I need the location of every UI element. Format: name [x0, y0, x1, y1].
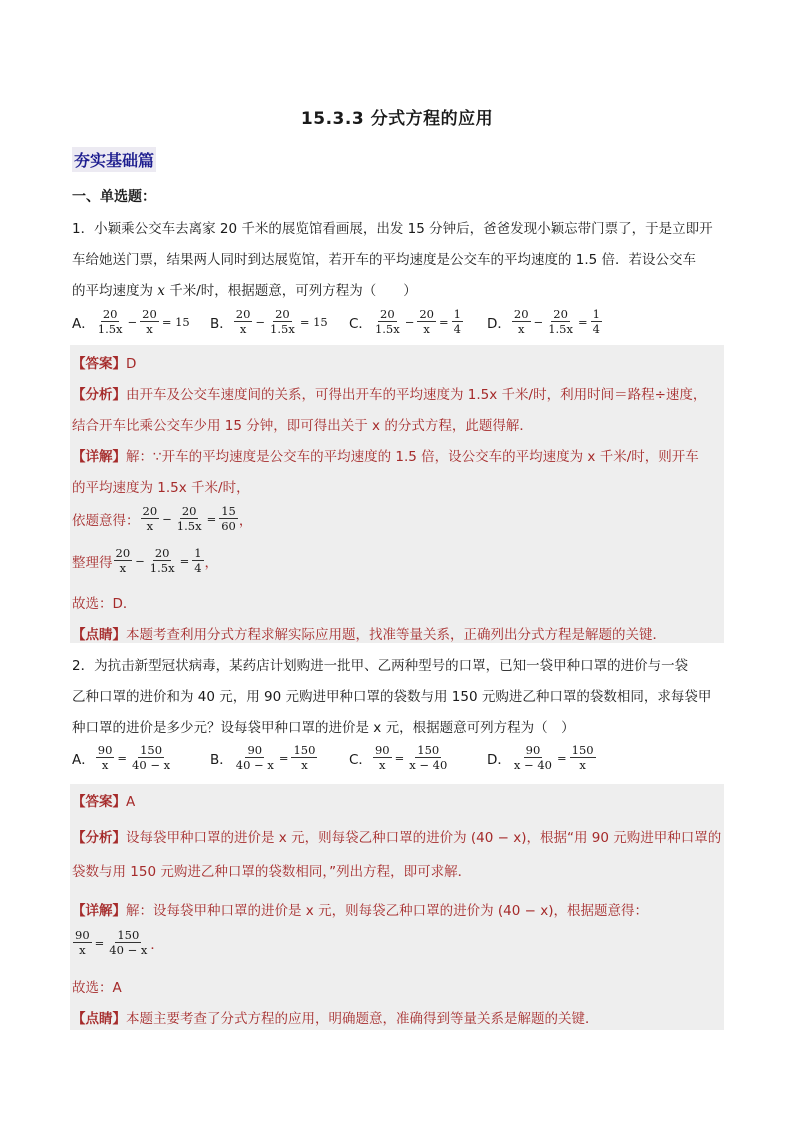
q2-choose: 故选：A: [72, 980, 122, 996]
q1-detail-line-2: 的平均速度为 1.5x 千米/时，: [72, 480, 250, 496]
q2-analysis-line-2: 袋数与用 150 元购进乙种口罩的袋数相同，”列出方程，即可求解．: [72, 864, 472, 880]
q1-step-1: 依题意得： $\frac{20}{x}$ − $\frac{20}{1.5x}$ = $\frac{15}{60}$ ，: [72, 504, 253, 533]
q1-analysis-line-2: 结合开车比乘公交车少用 15 分钟，即可得出关于 x 的分式方程，此题得解．: [72, 418, 533, 434]
q1-stem-line-1: 1．小颖乘公交车去离家 20 千米的展览馆看画展，出发 15 分钟后，爸爸发现小颖忘带门票了，于是立即开: [72, 221, 713, 237]
q2-stem-line-1: 2．为抗击新型冠状病毒，某药店计划购进一批甲、乙两种型号的口罩，已知一袋甲种口罩的进价与一袋: [72, 658, 689, 674]
q1-step-2: 整理得 $\frac{20}{x}$ − $\frac{20}{1.5x}$ = $\frac{1}{4}$ ，: [72, 546, 219, 575]
q2-comment: 【点睛】本题主要考查了分式方程的应用，明确题意，准确得到等量关系是解题的关键．: [72, 1011, 599, 1027]
q1-option-c: C． $\frac{20}{1.5x}$ − $\frac{20}{x}$ = $\frac{1}{4}$: [349, 307, 461, 336]
q1-stem-line-2: 车给她送门票，结果两人同时到达展览馆，若开车的平均速度是公交车的平均速度的 1.5 倍．若设公交车: [72, 252, 697, 268]
q2-detail-line-1: 【详解】解：设每袋甲种口罩的进价是 x 元，则每袋乙种口罩的进价为 (40 − x)，根据题意得：: [72, 903, 648, 919]
q2-equation: $\frac{90}{x}$ = $\frac{150}{40 - x}$ ．: [75, 928, 164, 957]
q2-stem-line-3: 种口罩的进价是多少元？设每袋甲种口罩的进价是 x 元，根据题意可列方程为（ ）: [72, 720, 575, 736]
section-heading: 夯实基础篇: [72, 147, 156, 172]
q2-answer: 【答案】A: [72, 794, 136, 810]
q2-option-b: B． $\frac{90}{40 - x}$ = $\frac{150}{x}$: [210, 743, 316, 772]
q1-option-d: D． $\frac{20}{x}$ − $\frac{20}{1.5x}$ = $\frac{1}{4}$: [487, 307, 600, 336]
q1-detail-line-1: 【详解】解：∵开车的平均速度是公交车的平均速度的 1.5 倍，设公交车的平均速度为 x 千米/时，则开车: [72, 449, 699, 465]
q2-option-c: C． $\frac{90}{x}$ = $\frac{150}{x - 40}$: [349, 743, 448, 772]
q1-option-a: A． $\frac{20}{1.5x}$ − $\frac{20}{x}$ = 15: [72, 307, 190, 336]
q2-option-a: A． $\frac{90}{x}$ = $\frac{150}{40 - x}$: [72, 743, 171, 772]
q1-stem-line-3: 的平均速度为 x 千米/时，根据题意，可列方程为（ ）: [72, 283, 417, 299]
q1-answer: 【答案】D: [72, 356, 137, 372]
q2-analysis-line-1: 【分析】设每袋甲种口罩的进价是 x 元，则每袋乙种口罩的进价为 (40 − x)，根据“用 90 元购进甲种口罩的: [72, 830, 722, 846]
q1-option-b: B． $\frac{20}{x}$ − $\frac{20}{1.5x}$ = 15: [210, 307, 328, 336]
q2-stem-line-2: 乙种口罩的进价和为 40 元，用 90 元购进甲种口罩的袋数与用 150 元购进乙种口罩的袋数相同，求每袋甲: [72, 689, 712, 705]
part-heading: 一、单选题：: [72, 189, 156, 205]
q1-comment: 【点睛】本题考查利用分式方程求解实际应用题，找准等量关系，正确列出分式方程是解题的关键．: [72, 627, 666, 643]
page-title: 15.3.3 分式方程的应用: [300, 109, 494, 129]
q1-analysis-line-1: 【分析】由开车及公交车速度间的关系，可得出开车的平均速度为 1.5x 千米/时，利用时间＝路程÷速度，: [72, 387, 707, 403]
q1-choose: 故选：D．: [72, 596, 137, 612]
q2-option-d: D． $\frac{90}{x - 40}$ = $\frac{150}{x}$: [487, 743, 594, 772]
